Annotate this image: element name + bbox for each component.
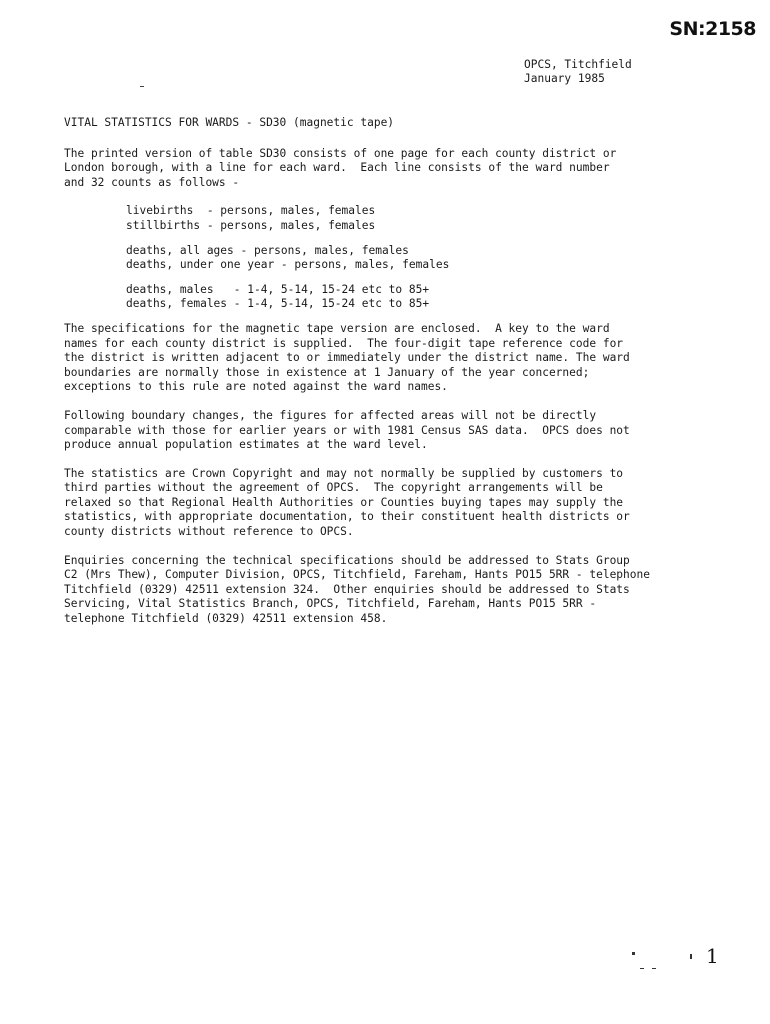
header-date: January 1985 xyxy=(524,72,605,85)
header-block xyxy=(524,58,632,86)
text-line: C2 (Mrs Thew), Computer Division, OPCS, Titchfield, Fareham, Hants PO15 5RR - telephone xyxy=(64,568,650,582)
text-line: exceptions to this rule are noted against the ward names. xyxy=(64,380,448,394)
text-line: The printed version of table SD30 consists of one page for each county district or xyxy=(64,146,617,160)
copyright-paragraph xyxy=(64,467,754,540)
count-line: deaths, under one year - persons, males, females xyxy=(126,258,450,272)
text-line: the district is written adjacent to or immediately under the district name. The ward xyxy=(64,351,630,365)
count-group-deaths xyxy=(126,244,754,273)
count-line: deaths, males - 1-4, 5-14, 15-24 etc to 85+ xyxy=(126,282,430,296)
text-line: relaxed so that Regional Health Authorities or Counties buying tapes may supply the xyxy=(64,495,624,509)
stray-mark xyxy=(140,86,144,87)
count-line: deaths, females - 1-4, 5-14, 15-24 etc to 85+ xyxy=(126,297,430,311)
text-line: names for each county district is supplied. The four-digit tape reference code for xyxy=(64,336,624,350)
document-title: VITAL STATISTICS FOR WARDS - SD30 (magnetic tape) xyxy=(64,116,395,129)
text-line: Enquiries concerning the technical specifications should be addressed to Stats Group xyxy=(64,553,630,567)
text-line: The specifications for the magnetic tape version are enclosed. A key to the ward xyxy=(64,321,610,335)
text-line: Titchfield (0329) 42511 extension 324. Other enquiries should be addressed to Stats xyxy=(64,582,630,596)
count-line: stillbirths - persons, males, females xyxy=(126,218,376,232)
scan-speck xyxy=(640,968,644,969)
scan-speck xyxy=(652,968,656,969)
text-line: boundaries are normally those in existence at 1 January of the year concerned; xyxy=(64,365,590,379)
text-line: The statistics are Crown Copyright and may not normally be supplied by customers to xyxy=(64,466,624,480)
document-body xyxy=(64,116,754,641)
text-line: and 32 counts as follows - xyxy=(64,175,240,189)
count-group-deaths-by-age xyxy=(126,283,754,312)
text-line: Servicing, Vital Statistics Branch, OPCS, Titchfield, Fareham, Hants PO15 5RR - xyxy=(64,597,597,611)
text-line: third parties without the agreement of OPCS. The copyright arrangements will be xyxy=(64,481,603,495)
page-number: 1 xyxy=(706,944,719,968)
text-line: London borough, with a line for each ward. Each line consists of the ward number xyxy=(64,161,610,175)
header-organization: OPCS, Titchfield xyxy=(524,58,632,71)
specification-paragraph xyxy=(64,322,754,395)
count-group-births xyxy=(126,204,754,233)
intro-paragraph xyxy=(64,147,754,191)
text-line: statistics, with appropriate documentation, to their constituent health districts or xyxy=(64,510,630,524)
text-line: Following boundary changes, the figures for affected areas will not be directly xyxy=(64,408,597,422)
serial-number-stamp: SN:2158 xyxy=(669,18,756,40)
boundary-paragraph xyxy=(64,409,754,453)
count-line: livebirths - persons, males, females xyxy=(126,204,376,218)
scan-speck xyxy=(690,954,692,959)
text-line: comparable with those for earlier years or with 1981 Census SAS data. OPCS does not xyxy=(64,423,630,437)
text-line: county districts without reference to OPCS. xyxy=(64,525,354,539)
text-line: produce annual population estimates at the ward level. xyxy=(64,438,428,452)
count-line: deaths, all ages - persons, males, females xyxy=(126,243,409,257)
text-line: telephone Titchfield (0329) 42511 extension 458. xyxy=(64,612,388,626)
enquiries-paragraph xyxy=(64,554,754,627)
scan-speck xyxy=(632,952,635,955)
